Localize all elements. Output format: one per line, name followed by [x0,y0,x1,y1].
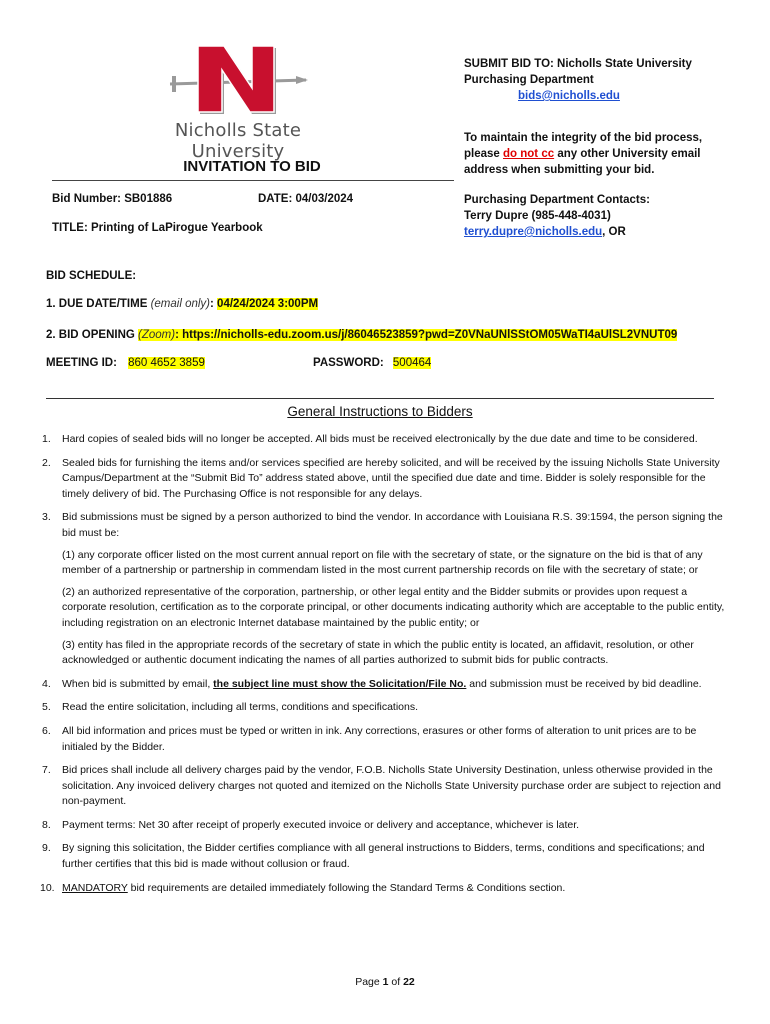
item-text: Bid prices shall include all delivery charges paid by the vendor, F.O.B. Nicholls State University Destination, unless otherwise provided in the solicitation. Any invoiced delivery charges not quoted and itemized on the Nicholls State University purchase order are subject to rejection and non-payment. [62,764,721,808]
bid-number: Bid Number: SB01886 [52,193,173,205]
current-page: 1 [382,976,389,988]
item-number: 10. [40,881,55,894]
due-note: (email only) [150,298,211,310]
logo-letter: N [237,94,238,95]
item-text: Bid submissions must be signed by a person authorized to bind the vendor. In accordance with Louisiana R.S. 39:1594, the person signing the bid must be: [62,511,723,539]
n-logo-icon [168,44,308,116]
bid-date: DATE: 04/03/2024 [258,193,354,205]
list-item [42,456,728,503]
due-date-line [46,298,318,310]
bid-title: TITLE: Printing of LaPirogue Yearbook [52,222,263,234]
section-divider [46,398,714,399]
integrity-text-2: any other University email [554,148,701,160]
meeting-line [46,357,432,369]
schedule-heading: BID SCHEDULE: [46,270,137,282]
item-number: 6. [42,724,51,737]
item-text: All bid information and prices must be typed or written in ink. Any corrections, erasures or other forms of alteration to unit prices are to be initialed by the Bidder. [62,724,697,753]
item-number: 7. [42,764,51,777]
instructions-list [42,432,728,904]
item-text: Payment terms: Net 30 after receipt of properly executed invoice or delivery and acceptance, whichever is later. [62,818,580,831]
footer-page-label: Page [355,976,383,988]
password-label: PASSWORD: [313,357,384,369]
footer-of: of [388,976,404,988]
page-footer [0,976,770,988]
contact-email-link[interactable]: terry.dupre@nicholls.edu [464,226,603,238]
page-title: INVITATION TO BID [183,158,321,175]
password-value: 500464 [392,357,432,369]
item-number: 8. [42,818,51,831]
list-item [42,763,728,810]
item-text: Read the entire solicitation, including all terms, conditions and specifications. [62,701,419,714]
title-divider [52,180,454,181]
opening-note: (Zoom) [138,329,176,341]
item-text: By signing this solicitation, the Bidder certifies compliance with all general instructions to Bidders, terms, conditions and specifications; and further certifies that this bid is made without collusion or fraud. [62,842,705,871]
submit-line-1: SUBMIT BID TO: Nicholls State University [464,58,692,70]
item-text: When bid is submitted by email, [62,677,214,690]
list-item [42,724,728,755]
meeting-id: 860 4652 3859 [128,357,205,369]
purchasing-contacts [464,192,764,240]
total-pages: 22 [403,976,415,988]
integrity-line-2 [464,146,764,162]
item-emphasis: the subject line must show the Solicitation/File No. [213,677,467,690]
due-label: 1. DUE DATE/TIME [46,298,151,310]
item-subclause-2: (2) an authorized representative of the corporation, partnership, or other legal entity and the Bidder submits or provides upon request a corporate resolution, certification as to the corporate principal, or other documents indicating authority which are acceptable to the public entity, including registration on an electronic Internet database maintained by the public entity; or [62,585,725,629]
meeting-label: MEETING ID: [46,357,117,369]
item-subclause-1: (1) any corporate officer listed on the most current annual report on file with the secretary of state, or the signature on the bid is that of any member of a partnership or partnership in commendam listed in the most current partnership records on file with the secretary of state; or [62,548,703,577]
item-number: 5. [42,701,51,714]
item-number: 4. [42,677,51,690]
list-item [42,432,728,448]
item-text-2: and submission must be received by bid deadline. [466,677,702,690]
zoom-link[interactable]: : https://nicholls-edu.zoom.us/j/86046523859?pwd=Z0VNaUNlSStOM05WaTI4aUlSL2VNUT09 [175,329,678,341]
list-item [42,818,728,834]
integrity-line-1: To maintain the integrity of the bid process, [464,132,703,144]
contact-name: Terry Dupre (985-448-4031) [464,210,611,222]
contact-suffix: , OR [602,226,626,238]
item-number: 3. [42,511,51,524]
item-number: 2. [42,456,51,469]
integrity-text: please [464,148,503,160]
item-text: Hard copies of sealed bids will no longer be accepted. All bids must be received electronically by the due date and time to be considered. [62,433,698,445]
item-text: bid requirements are detailed immediately following the Standard Terms & Conditions section. [127,881,566,894]
submit-bid-to [464,56,764,104]
list-item [42,881,728,897]
submit-line-2: Purchasing Department [464,74,594,86]
instructions-title: General Instructions to Bidders [287,404,473,419]
item-number: 1. [42,433,51,445]
bids-email-link[interactable]: bids@nicholls.edu [518,90,620,102]
opening-label: 2. BID OPENING [46,329,139,341]
item-emphasis: MANDATORY [62,881,128,894]
list-item [42,841,728,872]
item-subclause-3: (3) entity has filed in the appropriate records of the secretary of state in which the public entity is located, an affidavit, resolution, or other acknowledged or authentic document indicating the names of all parties authorized to submit bids for public contracts. [62,638,694,667]
due-colon: : [210,298,218,310]
integrity-notice [464,130,764,178]
bid-opening-line [46,329,677,341]
list-item [42,677,728,693]
university-logo [138,44,338,162]
list-item [42,510,728,668]
integrity-line-3: address when submitting your bid. [464,164,655,176]
item-number: 9. [42,842,51,855]
list-item [42,700,728,716]
item-text: Sealed bids for furnishing the items and/or services specified are hereby solicited, and will be received by the issuing Nicholls State University Campus/Department at the “Submit Bid To” address stated above, until the specified due date and time. Bidder is solely responsible for the timely delivery of bid. The Purchasing Office is not responsible for any delays. [62,456,720,500]
contacts-heading: Purchasing Department Contacts: [464,194,650,206]
logo-wordmark: Nicholls State University [174,120,302,162]
due-value: 04/24/2024 3:00PM [217,298,319,310]
do-not-cc: do not cc [503,148,555,160]
